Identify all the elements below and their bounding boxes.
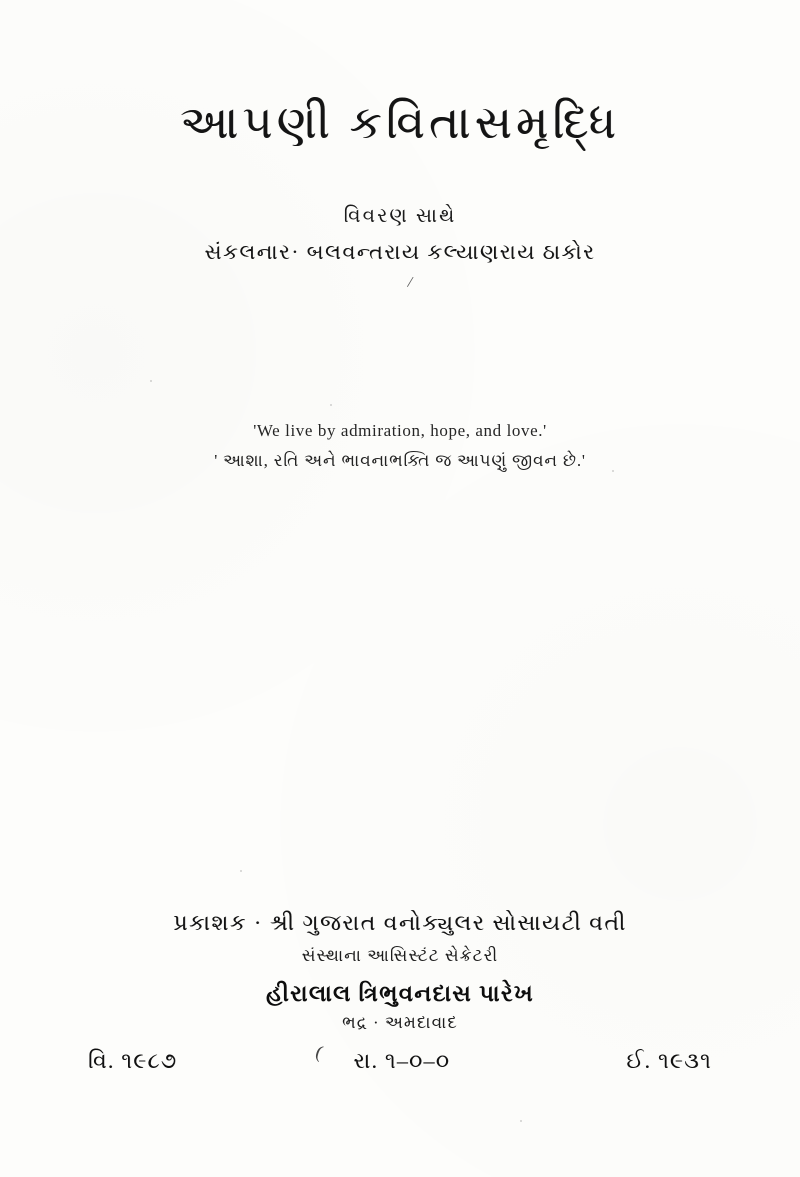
compiler-credit: સંકલનાર· બલવન્તરાય કલ્યાણરાય ઠાકોર: [204, 240, 596, 264]
publisher-line: પ્રકાશક · શ્રી ગુજરાત વનોક્યુલર સોસાયટી વતી: [173, 910, 627, 935]
stray-tick-mark: (: [312, 1041, 326, 1063]
page-title: આ૫ણી કવિતાસમૃદ્ધિ: [179, 97, 621, 148]
imprint-person-name: હીરાલાલ ત્રિભુવનદાસ પારેખ: [265, 981, 535, 1006]
scan-speck: [240, 870, 242, 872]
subtitle: વિવરણ સાથે: [343, 205, 457, 227]
scan-speck: [150, 380, 152, 382]
price-value: રા. ૧–૦–૦: [353, 1048, 451, 1073]
bottom-imprint-row: [88, 1041, 712, 1074]
imprint-place: ભદ્ર · અમદાવાદ: [342, 1013, 458, 1032]
epigraph-gujarati: ' આશા, રતિ અને ભાવનાભક્તિ જ આપણું જીવન છે.': [214, 451, 586, 470]
scan-speck: [612, 470, 614, 472]
christian-year: ઈ. ૧૯૩૧: [626, 1048, 712, 1073]
epigraph-english: 'We live by admiration, hope, and love.': [253, 421, 547, 440]
stray-pen-mark: /: [406, 273, 414, 292]
vikram-year: વિ. ૧૯૮૭: [88, 1048, 178, 1073]
scan-speck: [330, 404, 332, 406]
scan-speck: [520, 1120, 522, 1122]
organization-line: સંસ્થાના આસિસ્ટંટ સેક્રેટરી: [301, 946, 499, 965]
price-block: [312, 1041, 451, 1074]
